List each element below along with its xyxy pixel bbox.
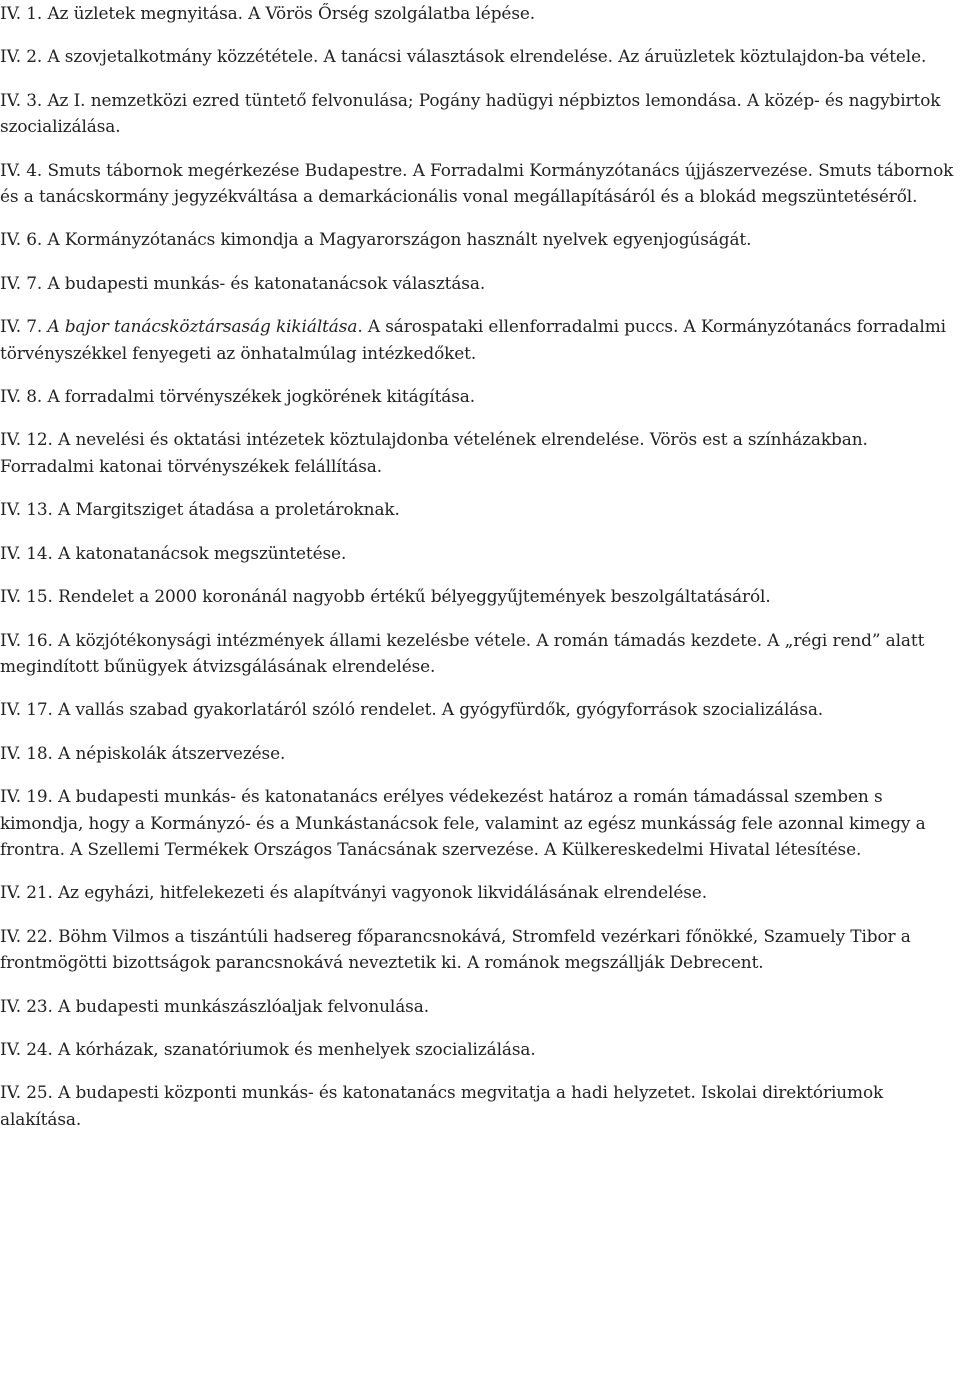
chronology-entry — [0, 270, 958, 296]
entry-text: IV. 19. A budapesti munkás- és katonatanács erélyes védekezést határoz a román támadással szemben s kimondja, hogy a Kormányzó- és a Munkástanácsok fele, valamint az egész munkásság fele azonnal kimegy a frontra. A Szellemi Termékek Országos Tanácsának szervezése. A Külkereskedelmi Hivatal létesítése. — [0, 786, 926, 859]
chronology-entry — [0, 157, 958, 210]
entry-text: IV. 18. A népiskolák átszervezése. — [0, 742, 286, 763]
entry-text: IV. 22. Böhm Vilmos a tiszántúli hadsereg főparancsnokává, Stromfeld vezérkari főnökké, Szamuely Tibor a frontmögötti bizottságok parancsnokává neveztetik ki. A románok megszállják Debrecent. — [0, 925, 911, 973]
chronology-entry — [0, 879, 958, 905]
entry-text: IV. 6. A Kormányzótanács kimondja a Magyarországon használt nyelvek egyenjogúságát. — [0, 229, 752, 250]
chronology-entry — [0, 627, 958, 680]
chronology-entry — [0, 923, 958, 976]
chronology-entry — [0, 87, 958, 140]
entry-text: IV. 7. A budapesti munkás- és katonatanácsok választása. — [0, 272, 486, 293]
entry-text-italic: A bajor tanácsköztársaság kikiáltása — [47, 316, 358, 337]
entry-text: IV. 25. A budapesti központi munkás- és katonatanács megvitatja a hadi helyzetet. Iskolai direktóriumok alakítása. — [0, 1082, 884, 1129]
entry-text: IV. 7. — [0, 316, 48, 337]
chronology-entry — [0, 540, 958, 566]
entry-text: IV. 1. Az üzletek megnyitása. A Vörös Őrség szolgálatba lépése. — [0, 3, 536, 23]
chronology-entry — [0, 783, 958, 862]
chronology-entry — [0, 696, 958, 722]
entry-text: IV. 12. A nevelési és oktatási intézetek köztulajdonba vételének elrendelése. Vörös est a színházakban. Forradalmi katonai törvényszékek felállítása. — [0, 429, 868, 476]
entry-text: IV. 17. A vallás szabad gyakorlatáról szóló rendelet. A gyógyfürdők, gyógyforrások szocializálása. — [0, 699, 824, 720]
entry-text: IV. 8. A forradalmi törvényszékek jogkörének kitágítása. — [0, 386, 476, 407]
chronology-entry — [0, 740, 958, 766]
entry-text: . A sárospataki ellenforradalmi puccs. A Kormányzótanács forradalmi törvényszékkel fenyegeti az önhatalmúlag intézkedőket. — [0, 316, 946, 363]
chronology-entry — [0, 43, 958, 69]
entry-text: IV. 15. Rendelet a 2000 koronánál nagyobb értékű bélyeggyűjtemények beszolgáltatásáról. — [0, 586, 771, 607]
entry-text: IV. 3. Az I. nemzetközi ezred tüntető felvonulása; Pogány hadügyi népbiztos lemondása. A közép- és nagybirtok szocializálása. — [0, 89, 941, 137]
entry-text: IV. 24. A kórházak, szanatóriumok és menhelyek szocializálása. — [0, 1038, 536, 1059]
entry-text: IV. 14. A katonatanácsok megszüntetése. — [0, 542, 347, 563]
chronology-entry — [0, 1036, 958, 1062]
chronology-entry — [0, 496, 958, 522]
chronology-entry — [0, 383, 958, 409]
chronology-entry — [0, 426, 958, 479]
entry-text: IV. 2. A szovjetalkotmány közzététele. A tanácsi választások elrendelése. Az áruüzletek köztulajdon-ba vétele. — [0, 46, 927, 67]
entry-text: IV. 13. A Margitsziget átadása a proletároknak. — [0, 499, 400, 520]
chronology-entry — [0, 226, 958, 252]
chronology-entry — [0, 313, 958, 366]
entry-text: IV. 21. Az egyházi, hitfelekezeti és alapítványi vagyonok likvidálásának elrendelése. — [0, 882, 707, 903]
entry-text: IV. 16. A közjótékonysági intézmények állami kezelésbe vétele. A román támadás kezdete. A „régi rend” alatt megindított bűnügyek átvizsgálásának elrendelése. — [0, 629, 925, 676]
chronology-entry — [0, 1079, 958, 1132]
chronology-entry — [0, 993, 958, 1019]
chronology-entry — [0, 0, 958, 26]
chronology-entry — [0, 583, 958, 609]
entry-text: IV. 23. A budapesti munkászászlóaljak felvonulása. — [0, 995, 429, 1016]
entry-text: IV. 4. Smuts tábornok megérkezése Budapestre. A Forradalmi Kormányzótanács újjászervezése. Smuts tábornok és a tanácskormány jegyzékváltása a demarkácionális vonal megállapításáról és a blokád megszüntetéséről. — [0, 159, 954, 207]
